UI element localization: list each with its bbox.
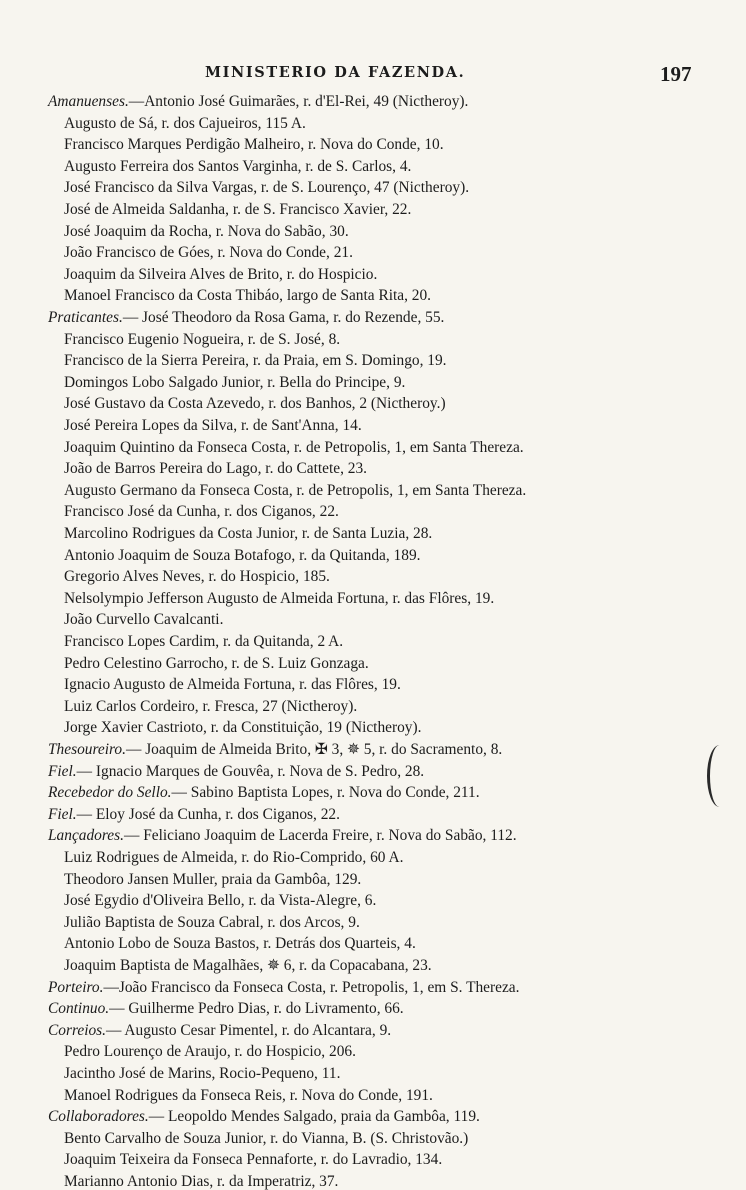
staff-entry-line [64,914,360,931]
staff-entry-line [64,611,223,628]
staff-entry-line [64,223,349,240]
role-label: Collaboradores. [48,1108,149,1126]
entry-text: Marcolino Rodrigues da Costa Junior, r. de Santa Luzia, 28. [64,525,433,542]
entry-text: Francisco Eugenio Nogueira, r. de S. José, 8. [64,330,341,348]
staff-entry-line [64,331,340,348]
entry-text: Manoel Francisco da Costa Thibáo, largo de Santa Rita, 20. [64,287,432,305]
staff-entry-line [64,395,446,412]
entry-text: Francisco de la Sierra Pereira, r. da Praia, em S. Domingo, 19. [64,352,447,370]
staff-entry-line [64,503,339,520]
entry-text: José Pereira Lopes da Silva, r. de Sant'Anna, 14. [64,417,362,434]
role-entry-line [48,93,468,110]
entry-text: Francisco Marques Perdigão Malheiro, r. Nova do Conde, 10. [64,136,444,154]
entry-text: Theodoro Jansen Muller, praia da Gambôa, 129. [64,870,362,888]
entry-text: — Eloy José da Cunha, r. dos Ciganos, 22. [76,805,340,823]
page-header [0,62,746,86]
page-title: MINISTERIO DA FAZENDA. [205,64,466,81]
staff-entry-line [64,871,361,888]
staff-entry-line [64,568,330,585]
staff-entry-line [64,460,367,477]
margin-bracket-mark [707,745,732,807]
entry-text: Augusto Germano da Fonseca Costa, r. de Petropolis, 1, em Santa Thereza. [64,481,527,499]
entry-text: João Curvello Cavalcanti. [64,611,224,629]
staff-entry-line [64,1130,468,1147]
role-entry-line [48,784,480,801]
entry-text: Bento Carvalho de Souza Junior, r. do Vianna, B. (S. Christovão.) [64,1129,469,1147]
staff-entry-line [64,1151,442,1168]
staff-entry-line [64,201,411,218]
role-entry-line [48,1022,391,1039]
entry-text: João de Barros Pereira do Lago, r. do Cattete, 23. [64,460,368,478]
entry-text: — José Theodoro da Rosa Gama, r. do Rezende, 55. [122,309,445,326]
entry-text: Pedro Lourenço de Araujo, r. do Hospicio, 206. [64,1043,356,1061]
entry-text: Nelsolympio Jefferson Augusto de Almeida Fortuna, r. das Flôres, 19. [64,589,495,607]
staff-entry-line [64,1173,338,1190]
entry-text: Augusto de Sá, r. dos Cajueiros, 115 A. [64,114,306,132]
entry-text: Luiz Rodrigues de Almeida, r. do Rio-Comprido, 60 A. [64,849,404,866]
entry-text: Joaquim da Silveira Alves de Brito, r. do Hospicio. [64,265,378,283]
role-label: Fiel. [48,762,77,780]
role-entry-line [48,741,502,758]
staff-entry-line [64,892,376,909]
entry-text: Jacintho José de Marins, Rocio-Pequeno, 11. [64,1065,341,1082]
role-entry-line [48,979,519,996]
entry-text: — Joaquim de Almeida Brito, ✠ 3, ✵ 5, r. do Sacramento, 8. [125,741,503,758]
role-entry-line [48,827,517,844]
entry-text: José Francisco da Silva Vargas, r. de S. Lourenço, 47 (Nictheroy). [64,179,470,197]
staff-entry-line [64,957,432,974]
entry-text: Augusto Ferreira dos Santos Varginha, r. de S. Carlos, 4. [64,157,412,175]
entry-text: Jorge Xavier Castrioto, r. da Constituição, 19 (Nictheroy). [64,719,422,737]
entry-text: Pedro Celestino Garrocho, r. de S. Luiz Gonzaga. [64,654,369,672]
role-entry-line [48,806,340,823]
staff-entry-line [64,439,524,456]
role-entry-line [48,763,424,780]
entry-text: José Gustavo da Costa Azevedo, r. dos Banhos, 2 (Nictheroy.) [64,395,446,413]
role-entry-line [48,1108,480,1125]
staff-entry-line [64,352,447,369]
entry-text: Francisco Lopes Cardim, r. da Quitanda, 2 A. [64,633,344,650]
staff-entry-line [64,719,421,736]
role-label: Praticantes. [48,309,123,326]
entry-text: —João Francisco da Fonseca Costa, r. Petropolis, 1, em S. Thereza. [103,978,520,996]
role-label: Thesoureiro. [48,741,126,758]
entry-text: — Ignacio Marques de Gouvêa, r. Nova de S. Pedro, 28. [76,762,425,780]
entry-text: Manoel Rodrigues da Fonseca Reis, r. Nova do Conde, 191. [64,1086,433,1104]
staff-entry-line [64,179,469,196]
staff-entry-line [64,935,416,952]
role-entry-line [48,309,444,326]
entry-text: — Augusto Cesar Pimentel, r. do Alcantara, 9. [106,1021,392,1039]
role-label: Lançadores. [48,827,124,845]
entry-text: José de Almeida Saldanha, r. de S. Francisco Xavier, 22. [64,201,412,218]
entry-text: Julião Baptista de Souza Cabral, r. dos Arcos, 9. [64,913,360,931]
role-entry-line [48,1000,404,1017]
entry-text: José Joaquim da Rocha, r. Nova do Sabão, 30. [64,222,349,240]
entry-text: José Egydio d'Oliveira Bello, r. da Vista-Alegre, 6. [64,892,377,910]
entry-text: João Francisco de Góes, r. Nova do Conde, 21. [64,244,353,262]
staff-entry-line [64,525,432,542]
staff-entry-line [64,1065,340,1082]
entry-text: Marianno Antonio Dias, r. da Imperatriz, 37. [64,1173,339,1190]
role-label: Amanuenses. [48,93,129,110]
entry-text: Antonio Joaquim de Souza Botafogo, r. da Quitanda, 189. [64,546,421,564]
staff-entry-line [64,115,306,132]
entry-text: —Antonio José Guimarães, r. d'El-Rei, 49 (Nictheroy). [128,93,469,110]
staff-entry-line [64,136,444,153]
role-label: Recebedor do Sello. [48,784,172,802]
entry-text: Joaquim Quintino da Fonseca Costa, r. de Petropolis, 1, em Santa Thereza. [64,438,524,456]
staff-entry-line [64,676,401,693]
role-label: Fiel. [48,805,77,823]
entry-text: — Leopoldo Mendes Salgado, praia da Gambôa, 119. [148,1108,480,1126]
staff-entry-line [64,698,357,715]
entry-text: Antonio Lobo de Souza Bastos, r. Detrás dos Quarteis, 4. [64,935,416,953]
staff-entry-line [64,590,494,607]
role-label: Continuo. [48,1000,110,1018]
staff-entry-line [64,417,362,434]
entry-text: Domingos Lobo Salgado Junior, r. Bella do Principe, 9. [64,373,406,391]
entry-text: — Sabino Baptista Lopes, r. Nova do Conde, 211. [171,784,480,802]
staff-entry-line [64,1087,433,1104]
entry-text: Ignacio Augusto de Almeida Fortuna, r. das Flôres, 19. [64,676,401,694]
entry-text: — Feliciano Joaquim de Lacerda Freire, r. Nova do Sabão, 112. [123,827,517,845]
role-label: Porteiro. [48,978,104,996]
entry-text: Luiz Carlos Cordeiro, r. Fresca, 27 (Nictheroy). [64,697,358,715]
entry-text: Francisco José da Cunha, r. dos Ciganos, 22. [64,503,339,521]
entry-text: Joaquim Baptista de Magalhães, ✵ 6, r. da Copacabana, 23. [64,957,432,974]
staff-entry-line [64,633,343,650]
entry-text: — Guilherme Pedro Dias, r. do Livramento, 66. [109,1000,404,1018]
staff-entry-line [64,1043,356,1060]
staff-entry-line [64,482,526,499]
staff-entry-line [64,287,431,304]
page-number: 197 [660,62,692,86]
entry-text: Gregorio Alves Neves, r. do Hospicio, 185. [64,568,330,586]
entry-text: Joaquim Teixeira da Fonseca Pennaforte, r. do Lavradio, 134. [64,1151,443,1169]
staff-entry-line [64,849,403,866]
staff-entry-line [64,158,411,175]
staff-entry-line [64,374,405,391]
staff-entry-line [64,244,353,261]
staff-entry-line [64,266,377,283]
staff-entry-line [64,655,369,672]
staff-entry-line [64,547,421,564]
role-label: Correios. [48,1021,107,1039]
